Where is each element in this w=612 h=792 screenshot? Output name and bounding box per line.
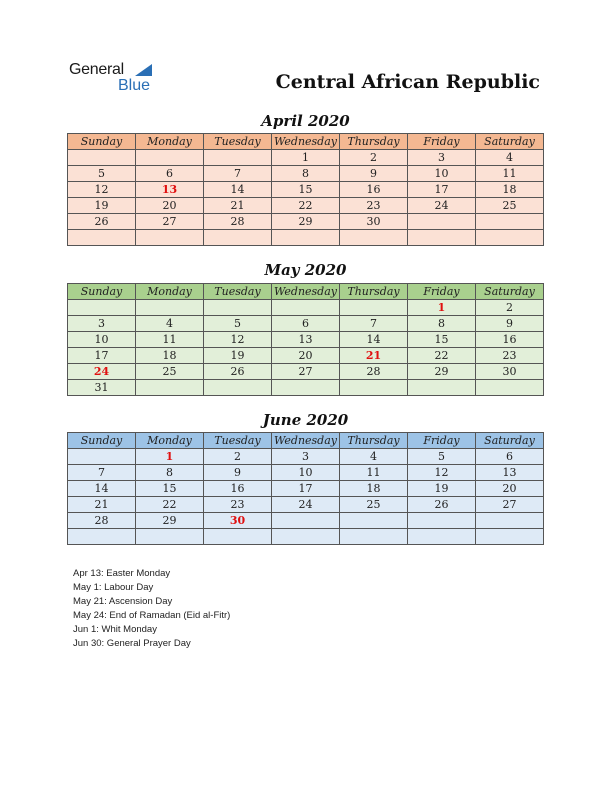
day-cell xyxy=(68,529,136,545)
day-cell xyxy=(272,513,340,529)
day-cell xyxy=(272,380,340,396)
weekday-friday: Friday xyxy=(408,134,476,150)
day-cell: 23 xyxy=(476,348,544,364)
day-cell xyxy=(408,529,476,545)
day-cell: 24 xyxy=(68,364,136,380)
weekday-saturday: Saturday xyxy=(476,284,544,300)
day-cell xyxy=(340,300,408,316)
holiday-note: May 1: Labour Day xyxy=(73,582,154,593)
holiday-note: May 21: Ascension Day xyxy=(73,596,173,607)
day-cell: 2 xyxy=(204,449,272,465)
day-cell: 13 xyxy=(136,182,204,198)
day-cell: 12 xyxy=(204,332,272,348)
day-cell: 22 xyxy=(136,497,204,513)
day-cell: 6 xyxy=(272,316,340,332)
logo-word-general: General xyxy=(69,61,124,78)
weekday-tuesday: Tuesday xyxy=(204,284,272,300)
day-cell xyxy=(136,529,204,545)
day-cell: 15 xyxy=(136,481,204,497)
day-cell: 29 xyxy=(136,513,204,529)
day-cell: 21 xyxy=(204,198,272,214)
day-cell: 4 xyxy=(136,316,204,332)
weekday-sunday: Sunday xyxy=(68,433,136,449)
logo-triangle-icon xyxy=(135,64,152,76)
day-cell xyxy=(476,529,544,545)
day-cell: 28 xyxy=(68,513,136,529)
day-cell xyxy=(476,214,544,230)
day-cell: 26 xyxy=(408,497,476,513)
day-cell: 29 xyxy=(272,214,340,230)
day-cell: 19 xyxy=(68,198,136,214)
day-cell: 13 xyxy=(476,465,544,481)
day-cell: 2 xyxy=(476,300,544,316)
weekday-thursday: Thursday xyxy=(340,134,408,150)
calendar-may xyxy=(67,283,544,396)
holiday-note: Apr 13: Easter Monday xyxy=(73,568,171,579)
week-row xyxy=(68,513,544,529)
week-row xyxy=(68,150,544,166)
day-cell: 14 xyxy=(204,182,272,198)
day-cell: 17 xyxy=(68,348,136,364)
day-cell: 22 xyxy=(272,198,340,214)
week-row xyxy=(68,481,544,497)
day-cell: 29 xyxy=(408,364,476,380)
day-cell: 10 xyxy=(272,465,340,481)
day-cell: 25 xyxy=(476,198,544,214)
week-row xyxy=(68,230,544,246)
day-cell: 21 xyxy=(68,497,136,513)
day-cell xyxy=(340,513,408,529)
day-cell: 30 xyxy=(476,364,544,380)
day-cell xyxy=(68,230,136,246)
day-cell: 5 xyxy=(204,316,272,332)
day-cell xyxy=(136,380,204,396)
day-cell: 8 xyxy=(408,316,476,332)
day-cell: 7 xyxy=(68,465,136,481)
weekday-wednesday: Wednesday xyxy=(272,433,340,449)
day-cell: 5 xyxy=(408,449,476,465)
day-cell: 19 xyxy=(408,481,476,497)
day-cell xyxy=(136,230,204,246)
calendar-april xyxy=(67,133,544,246)
day-cell: 6 xyxy=(476,449,544,465)
day-cell: 15 xyxy=(272,182,340,198)
day-cell: 27 xyxy=(272,364,340,380)
week-row xyxy=(68,300,544,316)
day-cell: 1 xyxy=(136,449,204,465)
day-cell: 20 xyxy=(136,198,204,214)
day-cell: 24 xyxy=(272,497,340,513)
day-cell xyxy=(408,230,476,246)
weekday-header-row xyxy=(68,134,544,150)
weekday-sunday: Sunday xyxy=(68,284,136,300)
day-cell xyxy=(408,380,476,396)
weekday-tuesday: Tuesday xyxy=(204,134,272,150)
day-cell: 12 xyxy=(68,182,136,198)
day-cell: 27 xyxy=(476,497,544,513)
day-cell: 21 xyxy=(340,348,408,364)
day-cell: 23 xyxy=(204,497,272,513)
day-cell: 10 xyxy=(68,332,136,348)
day-cell: 26 xyxy=(204,364,272,380)
day-cell: 6 xyxy=(136,166,204,182)
day-cell: 30 xyxy=(340,214,408,230)
day-cell: 22 xyxy=(408,348,476,364)
day-cell: 17 xyxy=(272,481,340,497)
day-cell: 1 xyxy=(272,150,340,166)
day-cell: 7 xyxy=(340,316,408,332)
day-cell xyxy=(476,230,544,246)
week-row xyxy=(68,198,544,214)
day-cell xyxy=(68,300,136,316)
week-row xyxy=(68,182,544,198)
week-row xyxy=(68,166,544,182)
weekday-monday: Monday xyxy=(136,284,204,300)
day-cell xyxy=(476,513,544,529)
weekday-thursday: Thursday xyxy=(340,284,408,300)
day-cell xyxy=(136,150,204,166)
week-row xyxy=(68,380,544,396)
day-cell: 8 xyxy=(272,166,340,182)
week-row xyxy=(68,364,544,380)
logo-word-blue: Blue xyxy=(118,77,151,94)
weekday-wednesday: Wednesday xyxy=(272,134,340,150)
day-cell: 11 xyxy=(136,332,204,348)
day-cell xyxy=(204,230,272,246)
week-row xyxy=(68,465,544,481)
day-cell: 11 xyxy=(340,465,408,481)
day-cell: 31 xyxy=(68,380,136,396)
week-row xyxy=(68,449,544,465)
day-cell xyxy=(340,230,408,246)
weekday-sunday: Sunday xyxy=(68,134,136,150)
day-cell: 20 xyxy=(272,348,340,364)
day-cell xyxy=(476,380,544,396)
month-title-may: May 2020 xyxy=(264,261,347,279)
day-cell xyxy=(204,380,272,396)
day-cell: 9 xyxy=(204,465,272,481)
day-cell: 28 xyxy=(204,214,272,230)
week-row xyxy=(68,348,544,364)
day-cell: 28 xyxy=(340,364,408,380)
day-cell: 16 xyxy=(340,182,408,198)
day-cell: 9 xyxy=(340,166,408,182)
weekday-friday: Friday xyxy=(408,433,476,449)
day-cell: 18 xyxy=(340,481,408,497)
day-cell: 9 xyxy=(476,316,544,332)
day-cell xyxy=(204,529,272,545)
day-cell: 20 xyxy=(476,481,544,497)
week-row xyxy=(68,316,544,332)
day-cell: 3 xyxy=(68,316,136,332)
day-cell: 18 xyxy=(476,182,544,198)
day-cell: 18 xyxy=(136,348,204,364)
day-cell xyxy=(272,230,340,246)
day-cell xyxy=(408,513,476,529)
day-cell: 2 xyxy=(340,150,408,166)
calendar-june xyxy=(67,432,544,545)
weekday-thursday: Thursday xyxy=(340,433,408,449)
day-cell xyxy=(272,529,340,545)
day-cell xyxy=(408,214,476,230)
day-cell: 24 xyxy=(408,198,476,214)
day-cell: 13 xyxy=(272,332,340,348)
day-cell xyxy=(68,449,136,465)
day-cell xyxy=(272,300,340,316)
day-cell: 30 xyxy=(204,513,272,529)
country-title: Central African Republic xyxy=(275,71,540,93)
day-cell: 14 xyxy=(68,481,136,497)
day-cell: 1 xyxy=(408,300,476,316)
day-cell: 26 xyxy=(68,214,136,230)
day-cell xyxy=(204,300,272,316)
weekday-header-row xyxy=(68,433,544,449)
weekday-monday: Monday xyxy=(136,134,204,150)
holiday-note: May 24: End of Ramadan (Eid al-Fitr) xyxy=(73,610,231,621)
weekday-saturday: Saturday xyxy=(476,134,544,150)
day-cell xyxy=(340,529,408,545)
day-cell: 16 xyxy=(476,332,544,348)
week-row xyxy=(68,332,544,348)
weekday-monday: Monday xyxy=(136,433,204,449)
day-cell: 23 xyxy=(340,198,408,214)
day-cell: 4 xyxy=(340,449,408,465)
day-cell: 3 xyxy=(272,449,340,465)
weekday-tuesday: Tuesday xyxy=(204,433,272,449)
day-cell: 14 xyxy=(340,332,408,348)
day-cell xyxy=(136,300,204,316)
week-row xyxy=(68,497,544,513)
weekday-header-row xyxy=(68,284,544,300)
weekday-friday: Friday xyxy=(408,284,476,300)
weekday-saturday: Saturday xyxy=(476,433,544,449)
day-cell: 25 xyxy=(340,497,408,513)
day-cell xyxy=(340,380,408,396)
day-cell: 10 xyxy=(408,166,476,182)
day-cell: 16 xyxy=(204,481,272,497)
day-cell: 27 xyxy=(136,214,204,230)
day-cell xyxy=(68,150,136,166)
day-cell: 5 xyxy=(68,166,136,182)
day-cell: 11 xyxy=(476,166,544,182)
month-title-june: June 2020 xyxy=(262,411,349,429)
holiday-note: Jun 1: Whit Monday xyxy=(73,624,157,635)
logo xyxy=(69,61,151,94)
week-row xyxy=(68,214,544,230)
day-cell: 12 xyxy=(408,465,476,481)
day-cell: 19 xyxy=(204,348,272,364)
day-cell: 4 xyxy=(476,150,544,166)
day-cell: 17 xyxy=(408,182,476,198)
day-cell: 8 xyxy=(136,465,204,481)
day-cell: 7 xyxy=(204,166,272,182)
month-title-april: April 2020 xyxy=(261,112,350,130)
day-cell: 25 xyxy=(136,364,204,380)
day-cell xyxy=(204,150,272,166)
weekday-wednesday: Wednesday xyxy=(272,284,340,300)
holiday-note: Jun 30: General Prayer Day xyxy=(73,638,191,649)
holiday-notes xyxy=(73,567,230,651)
day-cell: 3 xyxy=(408,150,476,166)
week-row xyxy=(68,529,544,545)
day-cell: 15 xyxy=(408,332,476,348)
